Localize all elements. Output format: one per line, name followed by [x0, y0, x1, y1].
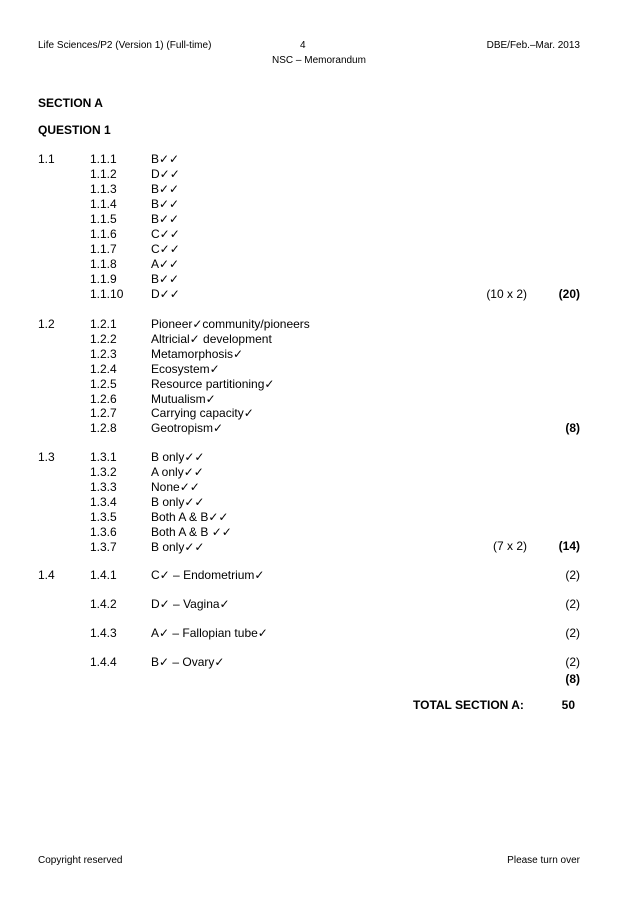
item-number: 1.1.1: [90, 152, 117, 166]
item-number: 1.1.6: [90, 227, 117, 241]
item-number: 1.3.5: [90, 510, 117, 524]
item-number: 1.3.7: [90, 540, 117, 554]
item-answer: Altricial✓ development: [151, 331, 272, 346]
item-answer: Both A & B ✓✓: [151, 525, 232, 539]
item-number: 1.1.7: [90, 242, 117, 256]
item-answer: B✓ – Ovary✓: [151, 655, 225, 669]
item-number: 1.4.2: [90, 597, 117, 611]
header-subtitle: NSC – Memorandum: [272, 55, 366, 66]
header-left: Life Sciences/P2 (Version 1) (Full-time): [38, 40, 212, 51]
item-answer: C✓✓: [151, 242, 180, 256]
footer-left: Copyright reserved: [38, 855, 123, 866]
item-number: 1.1.9: [90, 272, 117, 286]
item-answer: A✓✓: [151, 257, 180, 271]
question-number-1-2: 1.2: [38, 317, 55, 331]
item-answer: B✓✓: [151, 212, 180, 226]
item-answer: Mutualism✓: [151, 391, 216, 406]
item-number: 1.2.7: [90, 406, 117, 421]
item-number: 1.2.1: [90, 317, 117, 331]
item-number: 1.1.8: [90, 257, 117, 271]
item-number: 1.4.1: [90, 568, 117, 582]
item-number: 1.4.4: [90, 655, 117, 669]
item-mark: (2): [565, 568, 580, 582]
header-right: DBE/Feb.–Mar. 2013: [486, 40, 580, 51]
item-answer: B✓✓: [151, 197, 180, 211]
item-answer: None✓✓: [151, 480, 200, 494]
item-number: 1.2.8: [90, 421, 117, 436]
item-number: 1.2.4: [90, 361, 117, 376]
footer-right: Please turn over: [507, 855, 580, 866]
item-number: 1.3.1: [90, 450, 117, 464]
item-answer: D✓✓: [151, 167, 180, 181]
item-number: 1.2.5: [90, 376, 117, 391]
item-number: 1.3.6: [90, 525, 117, 539]
item-mark: (2): [565, 597, 580, 611]
question-number-1-4: 1.4: [38, 568, 55, 582]
item-answer: A✓ – Fallopian tube✓: [151, 626, 268, 640]
item-answer: Both A & B✓✓: [151, 510, 229, 524]
question-number-1-3: 1.3: [38, 450, 55, 464]
subtotal-1-4: (8): [565, 672, 580, 686]
item-answer: Carrying capacity✓: [151, 406, 254, 421]
question-number-1-1: 1.1: [38, 152, 55, 166]
question-title: QUESTION 1: [38, 123, 111, 137]
item-answer: D✓✓: [151, 287, 180, 301]
item-answer: B only✓✓: [151, 450, 205, 464]
subtotal-1-1: (20): [558, 287, 580, 301]
subtotal-1-2: (8): [565, 421, 580, 435]
item-number: 1.1.3: [90, 182, 117, 196]
item-answer: Geotropism✓: [151, 421, 224, 436]
page-number: 4: [300, 40, 306, 51]
item-answer: B✓✓: [151, 272, 180, 286]
item-number: 1.1.2: [90, 167, 117, 181]
total-section-value: 50: [561, 698, 575, 712]
item-number: 1.3.3: [90, 480, 117, 494]
item-number: 1.2.2: [90, 331, 117, 346]
item-answer: A only✓✓: [151, 465, 204, 479]
item-answer: Ecosystem✓: [151, 361, 220, 376]
item-number: 1.2.3: [90, 346, 117, 361]
item-number: 1.3.2: [90, 465, 117, 479]
item-answer: C✓ – Endometrium✓: [151, 568, 265, 582]
item-number: 1.1.10: [90, 287, 124, 301]
item-answer: B only✓✓: [151, 540, 205, 554]
item-answer: Metamorphosis✓: [151, 346, 244, 361]
item-answer: B only✓✓: [151, 495, 205, 509]
item-number: 1.1.4: [90, 197, 117, 211]
item-answer: B✓✓: [151, 152, 180, 166]
total-section-label: TOTAL SECTION A:: [413, 698, 524, 712]
item-answer: B✓✓: [151, 182, 180, 196]
item-number: 1.2.6: [90, 391, 117, 406]
item-number: 1.1.5: [90, 212, 117, 226]
subtotal-1-3: (14): [558, 539, 580, 553]
item-number: 1.3.4: [90, 495, 117, 509]
item-answer: Pioneer✓community/pioneers: [151, 317, 310, 331]
item-answer: D✓ – Vagina✓: [151, 597, 230, 611]
calc-1-1: (10 x 2): [486, 287, 527, 301]
item-mark: (2): [565, 655, 580, 669]
item-answer: C✓✓: [151, 227, 180, 241]
item-number: 1.4.3: [90, 626, 117, 640]
section-title: SECTION A: [38, 96, 103, 110]
calc-1-3: (7 x 2): [492, 539, 527, 553]
item-answer: Resource partitioning✓: [151, 376, 275, 391]
item-mark: (2): [565, 626, 580, 640]
